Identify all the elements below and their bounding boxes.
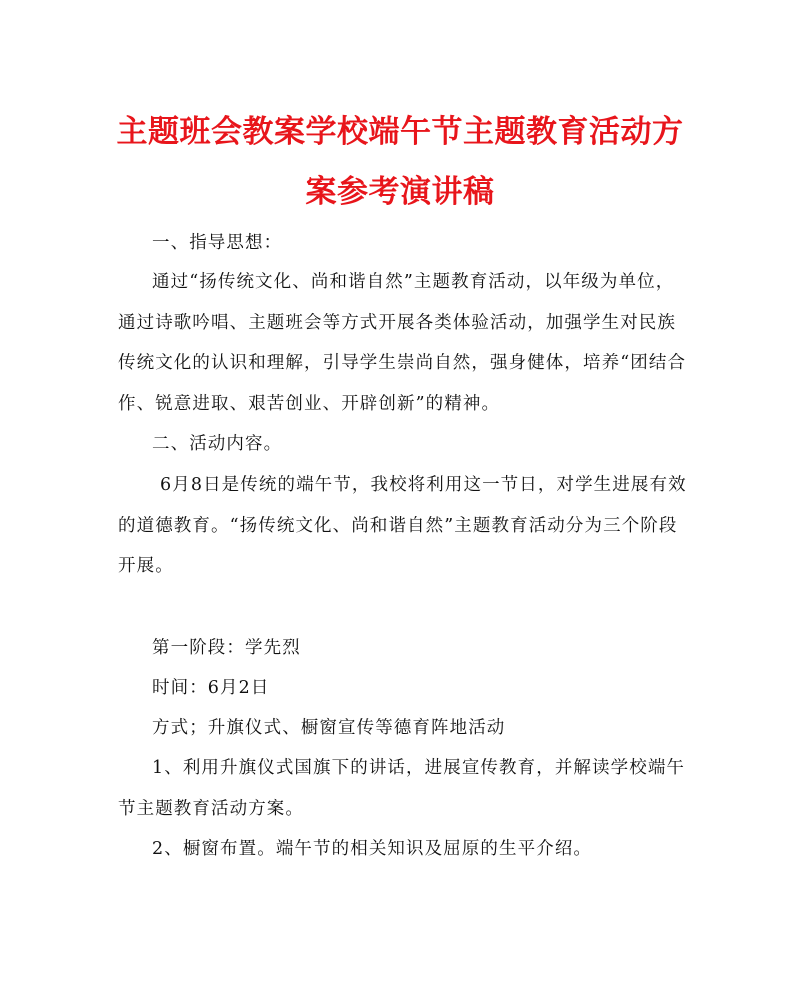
paragraph-line: 开展。 bbox=[118, 556, 174, 576]
paragraph-line: 作、锐意进取、艰苦创业、开辟创新”的精神。 bbox=[118, 394, 501, 414]
document-title-line-2: 案参考演讲稿 bbox=[305, 174, 495, 210]
section-heading-guiding-thought: 一、指导思想： bbox=[152, 233, 283, 253]
stage-method: 方式；升旗仪式、橱窗宣传等德育阵地活动 bbox=[152, 718, 506, 738]
paragraph-line: 通过诗歌吟唱、主题班会等方式开展各类体验活动，加强学生对民族 bbox=[118, 313, 676, 333]
paragraph-line: 的道德教育。“扬传统文化、尚和谐自然”主题教育活动分为三个阶段 bbox=[118, 516, 678, 536]
stage-time: 时间：6月2日 bbox=[152, 678, 270, 698]
document-title-line-1: 主题班会教案学校端午节主题教育活动方 bbox=[116, 114, 684, 150]
stage-heading: 第一阶段：学先烈 bbox=[152, 638, 301, 658]
section-heading-activity-content: 二、活动内容。 bbox=[152, 434, 283, 454]
paragraph-line: 6月8日是传统的端午节，我校将利用这一节日，对学生进展有效 bbox=[160, 475, 687, 495]
list-item: 1、利用升旗仪式国旗下的讲话，进展宣传教育，并解读学校端午 bbox=[152, 758, 686, 778]
paragraph-line: 传统文化的认识和理解，引导学生崇尚自然，强身健体，培养“团结合 bbox=[118, 353, 687, 373]
list-item: 2、橱窗布置。端午节的相关知识及屈原的生平介绍。 bbox=[152, 839, 593, 859]
paragraph-line: 通过“扬传统文化、尚和谐自然”主题教育活动，以年级为单位， bbox=[152, 272, 675, 292]
list-item-continuation: 节主题教育活动方案。 bbox=[118, 799, 304, 819]
